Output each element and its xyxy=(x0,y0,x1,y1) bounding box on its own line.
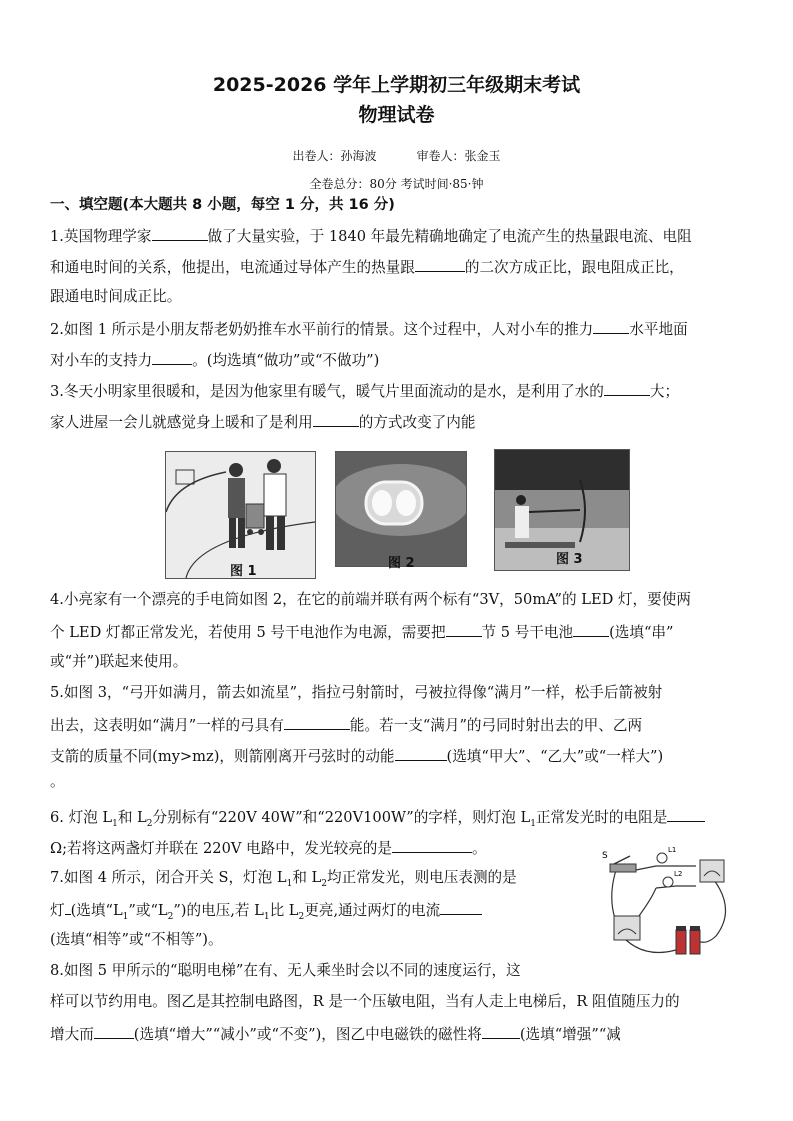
exam-authors xyxy=(0,147,793,164)
circuit-switch-label: S xyxy=(602,851,608,861)
figure-3-caption: 图 3 xyxy=(556,552,583,567)
circuit-lamp1-label: L1 xyxy=(668,846,677,854)
figure-4-circuit xyxy=(596,840,742,964)
q1-line1: 1.英国物理学家 做了大量实验，于 1840 年最先精确地确定了电流产生的热量跟电流、电阻 xyxy=(50,225,692,247)
answer-blank[interactable] xyxy=(573,621,609,637)
answer-blank[interactable] xyxy=(392,837,472,853)
answer-blank[interactable] xyxy=(446,621,482,637)
q6-line2: Ω;若将这两盏灯并联在 220V 电路中，发光较亮的是 。 xyxy=(50,837,487,859)
answer-blank[interactable] xyxy=(152,225,208,241)
q3-line2: 家人进屋一会儿就感觉身上暖和了是利用 的方式改变了内能 xyxy=(50,411,475,433)
section-heading: 一、填空题(本大题共 8 小题，每空 1 分，共 16 分) xyxy=(50,197,395,213)
q8-line2: 样可以节约用电。图乙是其控制电路图，R 是一个压敏电阻，当有人走上电梯后，R 阻值随压力的 xyxy=(50,993,680,1010)
answer-blank[interactable] xyxy=(313,411,359,427)
q4-line2: 个 LED 灯都正常发光，若使用 5 号干电池作为电源，需要把 节 5 号干电池 (选填“串” xyxy=(50,621,674,643)
q7-line3: (选填“相等”或“不相等”)。 xyxy=(50,931,223,948)
author: 出卷人：孙海波 xyxy=(292,149,377,163)
q4-line1: 4.小亮家有一个漂亮的手电筒如图 2，在它的前端并联有两个标有“3V，50mA”的 LED 灯，要使两 xyxy=(50,591,691,608)
answer-blank[interactable] xyxy=(395,745,447,761)
exam-subject: 物理试卷 xyxy=(358,104,435,126)
q8-line3: 增大而 (选填“增大”“减小”或“不变”)，图乙中电磁铁的磁性将 (选填“增强”“减 xyxy=(50,1023,621,1045)
figure-2-caption: 图 2 xyxy=(388,556,415,571)
exam-title: 2025-2026 学年上学期初三年级期末考试 xyxy=(212,74,581,96)
answer-blank[interactable] xyxy=(284,714,350,730)
q6-line1: 6. 灯泡 $L_1$和 $L_2$分别标有“220V 40W”和“220V100W”的字样，则灯泡 $L_1$正常发光时的电阻是 xyxy=(50,806,705,834)
answer-blank[interactable] xyxy=(440,899,482,915)
figure-2-image xyxy=(335,451,467,567)
q8-line1: 8.如图 5 甲所示的“聪明电梯”在有、无人乘坐时会以不同的速度运行，这 xyxy=(50,962,521,979)
q7-line2: 灯 (选填“$L_1$”或“$L_2$”)的电压,若 $L_1$比 $L_2$更亮,通过两灯的电流 xyxy=(50,899,482,927)
q3-line1: 3.冬天小明家里很暖和，是因为他家里有暖气，暖气片里面流动的是水，是利用了水的 大； xyxy=(50,380,679,402)
q5-line2: 出去，这表明如“满月”一样的弓具有 能。若一支“满月”的弓同时射出去的甲、乙两 xyxy=(50,714,642,736)
answer-blank[interactable] xyxy=(152,349,192,365)
q2-line1: 2.如图 1 所示是小朋友帮老奶奶推车水平前行的情景。这个过程中，人对小车的推力 水平地面 xyxy=(50,318,688,340)
q1-line2: 和通电时间的关系，他提出，电流通过导体产生的热量跟 的二次方成正比，跟电阻成正比， xyxy=(50,256,684,278)
answer-blank[interactable] xyxy=(482,1023,520,1039)
answer-blank[interactable] xyxy=(604,380,650,396)
q4-line3: 或“并”)联起来使用。 xyxy=(50,653,188,670)
exam-scoring: 全卷总分：80分 考试时间·85·钟 xyxy=(309,177,484,191)
reviewer: 审卷人：张金玉 xyxy=(416,149,501,163)
q5-line3: 支箭的质量不同(my>mz)，则箭刚离开弓弦时的动能 (选填“甲大”、“乙大”或“一样大”) xyxy=(50,745,663,767)
answer-blank[interactable] xyxy=(667,806,705,822)
circuit-lamp2-label: L2 xyxy=(674,870,683,878)
q5-line4: 。 xyxy=(50,773,65,790)
figure-1-caption: 图 1 xyxy=(230,564,257,579)
answer-blank[interactable] xyxy=(593,318,629,334)
q7-line1: 7.如图 4 所示，闭合开关 S，灯泡 $L_1$和 $L_2$均正常发光，则电压表测的是 xyxy=(50,869,517,889)
q2-line2: 对小车的支持力 。(均选填“做功”或“不做功”) xyxy=(50,349,379,371)
answer-blank[interactable] xyxy=(94,1023,134,1039)
answer-blank[interactable] xyxy=(415,256,465,272)
q1-line3: 跟通电时间成正比。 xyxy=(50,288,182,305)
q5-line1: 5.如图 3，“弓开如满月，箭去如流星”，指拉弓射箭时，弓被拉得像“满月”一样，松手后箭被射 xyxy=(50,684,663,701)
